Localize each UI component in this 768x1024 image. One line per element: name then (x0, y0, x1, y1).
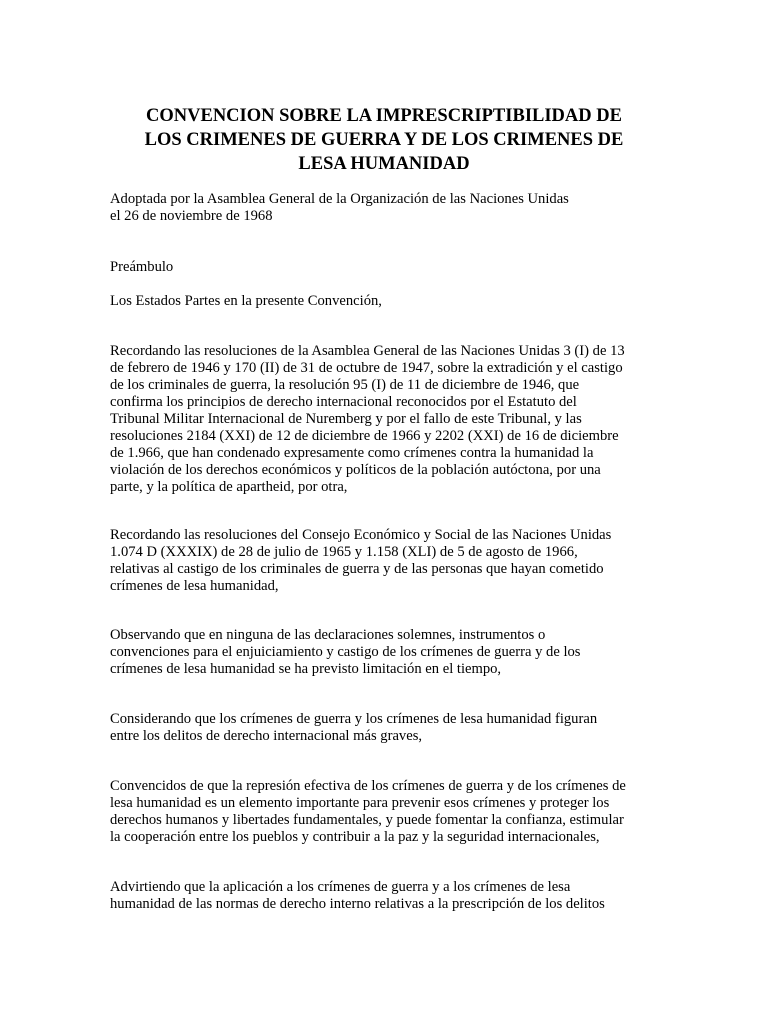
paragraph-line: humanidad de las normas de derecho interno relativas a la prescripción de los delitos (110, 896, 605, 912)
preamble-heading: Preámbulo (110, 259, 174, 275)
adoption-line: Adoptada por la Asamblea General de la Organización de las Naciones Unidas (110, 191, 569, 207)
states-parties-line: Los Estados Partes en la presente Convención, (110, 293, 382, 309)
adoption-line: el 26 de noviembre de 1968 (110, 208, 273, 224)
paragraph-noting (110, 879, 605, 913)
paragraph-line: confirma los principios de derecho internacional reconocidos por el Estatuto del (110, 394, 577, 410)
paragraph-line: de 1.966, que han condenado expresamente como crímenes contra la humanidad la (110, 445, 594, 461)
adoption-note (110, 191, 569, 225)
paragraph-line: la cooperación entre los pueblos y contribuir a la paz y la seguridad internacionales, (110, 829, 600, 845)
paragraph-line: Recordando las resoluciones de la Asamblea General de las Naciones Unidas 3 (I) de 13 (110, 343, 625, 359)
paragraph-line: de febrero de 1946 y 170 (II) de 31 de octubre de 1947, sobre la extradición y el castigo (110, 360, 623, 376)
paragraph-observing (110, 627, 580, 678)
paragraph-line: derechos humanos y libertades fundamentales, y puede fomentar la confianza, estimular (110, 812, 624, 828)
paragraph-line: lesa humanidad es un elemento importante para prevenir esos crímenes y proteger los (110, 795, 610, 811)
paragraph-line: Advirtiendo que la aplicación a los crímenes de guerra y a los crímenes de lesa (110, 879, 571, 895)
paragraph-line: de los criminales de guerra, la resolución 95 (I) de 11 de diciembre de 1946, que (110, 377, 580, 393)
paragraph-convinced (110, 778, 626, 846)
title-line: LOS CRIMENES DE GUERRA Y DE LOS CRIMENES DE (144, 130, 624, 150)
paragraph-line: crímenes de lesa humanidad se ha previsto limitación en el tiempo, (110, 661, 502, 677)
title-line: LESA HUMANIDAD (298, 154, 470, 174)
paragraph-recalling-general-assembly (110, 343, 625, 496)
paragraph-line: entre los delitos de derecho internacional más graves, (110, 728, 423, 744)
paragraph-line: Convencidos de que la represión efectiva de los crímenes de guerra y de los crímenes de (110, 778, 626, 794)
paragraph-line: resoluciones 2184 (XXI) de 12 de diciembre de 1966 y 2202 (XXI) de 16 de diciembre (110, 428, 619, 444)
paragraph-line: Recordando las resoluciones del Consejo Económico y Social de las Naciones Unidas (110, 527, 612, 543)
paragraph-line: Considerando que los crímenes de guerra y los crímenes de lesa humanidad figuran (110, 711, 598, 727)
paragraph-line: Tribunal Militar Internacional de Nuremberg y por el fallo de este Tribunal, y las (110, 411, 582, 427)
paragraph-line: violación de los derechos económicos y políticos de la población autóctona, por una (110, 462, 601, 478)
paragraph-line: parte, y la política de apartheid, por otra, (110, 479, 348, 495)
paragraph-line: Observando que en ninguna de las declaraciones solemnes, instrumentos o (110, 627, 546, 643)
paragraph-line: crímenes de lesa humanidad, (110, 578, 279, 594)
document-title (100, 104, 668, 176)
paragraph-line: convenciones para el enjuiciamiento y castigo de los crímenes de guerra y de los (110, 644, 581, 660)
paragraph-line: 1.074 D (XXXIX) de 28 de julio de 1965 y 1.158 (XLI) de 5 de agosto de 1966, (110, 544, 578, 560)
paragraph-considering (110, 711, 597, 745)
title-line: CONVENCION SOBRE LA IMPRESCRIPTIBILIDAD DE (146, 106, 622, 126)
paragraph-recalling-ecosoc (110, 527, 611, 595)
paragraph-line: relativas al castigo de los criminales de guerra y de las personas que hayan cometido (110, 561, 604, 577)
